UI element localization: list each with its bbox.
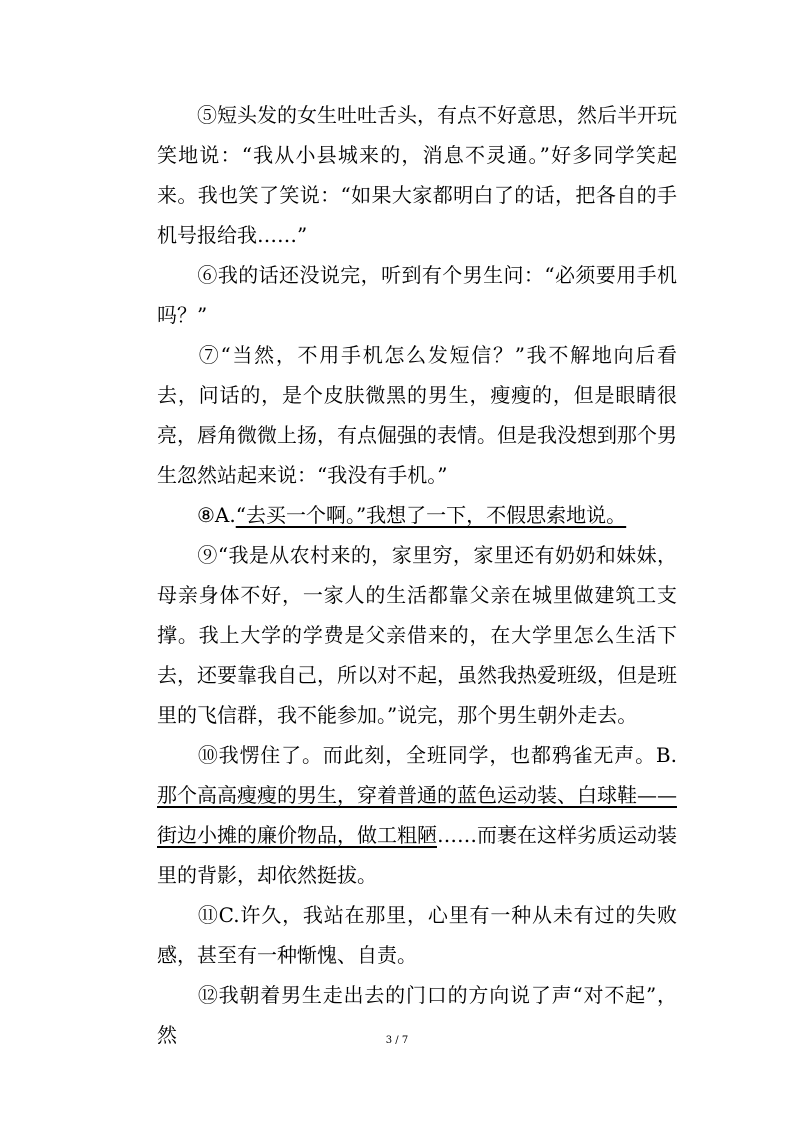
paragraph-7-text: ⑦“当然，不用手机怎么发短信？”我不解地向后看去，问话的，是个皮肤微黑的男生，瘦瘦的，但是眼睛很亮，唇角微微上扬，有点倔强的表情。但是我没想到那个男生忽然站起来说：“我没有手机。” <box>157 343 677 487</box>
paragraph-5-text: ⑤短头发的女生吐吐舌头，有点不好意思，然后半开玩笑地说：“我从小县城来的，消息不灵通。”好多同学笑起来。我也笑了笑说：“如果大家都明白了的话，把各自的手机号报给我……” <box>157 103 677 247</box>
paragraph-10-prefix: ⑩我愣住了。而此刻，全班同学，也都鸦雀无声。B. <box>197 743 677 767</box>
paragraph-10-suffix: ……而裹在这样劣质运动装里的背影，却依然挺拔。 <box>157 823 677 887</box>
paragraph-11-text: ⑪C.许久，我站在那里，心里有一种从未有过的失败感，甚至有一种惭愧、自责。 <box>157 903 677 967</box>
paragraph-5 <box>157 95 677 255</box>
paragraph-10 <box>157 735 677 895</box>
paragraph-10-underlined-sentence: 那个高高瘦瘦的男生，穿着普通的蓝色运动装、白球鞋——街边小摊的廉价物品，做工粗陋 <box>157 783 677 847</box>
paragraph-8-prefix: ⑧A. <box>197 503 236 527</box>
paragraph-11 <box>157 895 677 975</box>
paragraph-9-text: ⑨“我是从农村来的，家里穷，家里还有奶奶和妹妹，母亲身体不好，一家人的生活都靠父亲在城里做建筑工支撑。我上大学的学费是父亲借来的，在大学里怎么生活下去，还要靠我自己，所以对不起，虽然我热爱班级，但是班里的飞信群，我不能参加。”说完，那个男生朝外走去。 <box>157 543 677 727</box>
page-number: 3 / 7 <box>385 1035 409 1046</box>
paragraph-9 <box>157 535 677 735</box>
document-body <box>157 95 677 1055</box>
paragraph-6-text: ⑥我的话还没说完，听到有个男生问：“必须要用手机吗？” <box>157 263 677 327</box>
paragraph-8 <box>157 495 677 535</box>
paragraph-12-text: ⑫我朝着男生走出去的门口的方向说了声“对不起”，然 <box>157 983 677 1047</box>
paragraph-8-underlined-sentence: “去买一个啊。”我想了一下，不假思索地说。 <box>235 503 627 527</box>
paragraph-6 <box>157 255 677 335</box>
paragraph-7 <box>157 335 677 495</box>
